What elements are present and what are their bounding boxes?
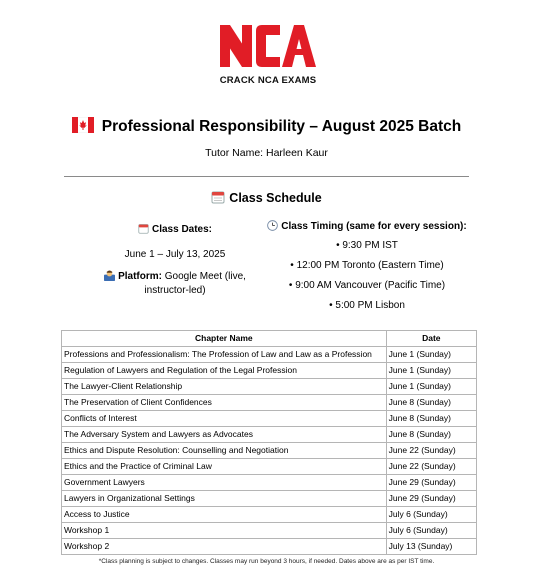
timing-ist: • 9:30 PM IST: [336, 240, 398, 251]
date-cell: July 6 (Sunday): [386, 507, 476, 523]
timing-heading: [260, 220, 474, 236]
date-cell: June 1 (Sunday): [386, 347, 476, 363]
calendar-icon: [138, 223, 149, 239]
date-cell: June 29 (Sunday): [386, 491, 476, 507]
date-cell: June 29 (Sunday): [386, 475, 476, 491]
footnote: *Class planning is subject to changes. Classes may run beyond 3 hours, if needed. Dates above are as per IST time.: [98, 558, 435, 565]
date-cell: July 13 (Sunday): [386, 539, 476, 555]
chapter-cell: Lawyers in Organizational Settings: [62, 491, 387, 507]
tutor-name: Tutor Name: Harleen Kaur: [205, 147, 328, 159]
date-cell: June 1 (Sunday): [386, 379, 476, 395]
timing-vancouver: • 9:00 AM Vancouver (Pacific Time): [288, 280, 446, 291]
date-cell: June 8 (Sunday): [386, 411, 476, 427]
logo: [218, 19, 318, 89]
timing-block: [260, 220, 474, 316]
table-row: [62, 363, 477, 379]
date-cell: June 22 (Sunday): [386, 459, 476, 475]
table-row: [62, 523, 477, 539]
platform-label: Platform:: [118, 271, 162, 282]
table-row: [62, 427, 477, 443]
page-title-row: [0, 117, 533, 138]
canada-flag-icon: [72, 117, 94, 138]
date-cell: June 1 (Sunday): [386, 363, 476, 379]
chapter-cell: Workshop 2: [62, 539, 387, 555]
page-title: Professional Responsibility – August 2025 Batch: [101, 118, 462, 135]
platform-line: [100, 270, 250, 297]
chapter-cell: The Lawyer-Client Relationship: [62, 379, 387, 395]
date-cell: June 8 (Sunday): [386, 395, 476, 411]
date-cell: July 6 (Sunday): [386, 523, 476, 539]
teacher-icon: [104, 270, 115, 285]
table-row: [62, 475, 477, 491]
dates-label: Class Dates:: [151, 224, 213, 235]
table-row: [62, 379, 477, 395]
section-title: Class Schedule: [229, 191, 322, 205]
calendar-icon: [211, 190, 225, 207]
chapter-cell: Ethics and the Practice of Criminal Law: [62, 459, 387, 475]
chapter-cell: Professions and Professionalism: The Profession of Law and Law as a Profession: [62, 347, 387, 363]
table-row: [62, 491, 477, 507]
dates-value: June 1 – July 13, 2025: [124, 249, 226, 260]
column-header-chapter: Chapter Name: [62, 331, 387, 347]
timing-lisbon: • 5:00 PM Lisbon: [329, 300, 405, 311]
column-header-date: Date: [386, 331, 476, 347]
chapter-cell: Regulation of Lawyers and Regulation of the Legal Profession: [62, 363, 387, 379]
nca-logo-mark: [220, 19, 316, 73]
date-cell: June 8 (Sunday): [386, 427, 476, 443]
chapter-cell: Government Lawyers: [62, 475, 387, 491]
chapter-cell: The Preservation of Client Confidences: [62, 395, 387, 411]
section-heading: [0, 190, 533, 207]
table-row: [62, 395, 477, 411]
table-row: [62, 507, 477, 523]
table-row: [62, 459, 477, 475]
table-row: [62, 539, 477, 555]
dates-heading: [100, 223, 250, 239]
timing-label: Class Timing (same for every session):: [281, 221, 467, 232]
clock-icon: [267, 220, 278, 236]
logo-text: CRACK NCA EXAMS: [219, 75, 317, 86]
table-row: [62, 347, 477, 363]
chapter-cell: Access to Justice: [62, 507, 387, 523]
chapter-cell: Workshop 1: [62, 523, 387, 539]
table-row: [62, 411, 477, 427]
schedule-table: [61, 330, 477, 555]
table-row: [62, 443, 477, 459]
chapter-cell: Conflicts of Interest: [62, 411, 387, 427]
dates-platform-block: [100, 223, 250, 297]
date-cell: June 22 (Sunday): [386, 443, 476, 459]
platform-value: Google Meet (live, instructor-led): [144, 271, 246, 296]
chapter-cell: Ethics and Dispute Resolution: Counselling and Negotiation: [62, 443, 387, 459]
chapter-cell: The Adversary System and Lawyers as Advocates: [62, 427, 387, 443]
table-header-row: [62, 331, 477, 347]
timing-toronto: • 12:00 PM Toronto (Eastern Time): [290, 260, 444, 271]
divider: [64, 176, 469, 177]
